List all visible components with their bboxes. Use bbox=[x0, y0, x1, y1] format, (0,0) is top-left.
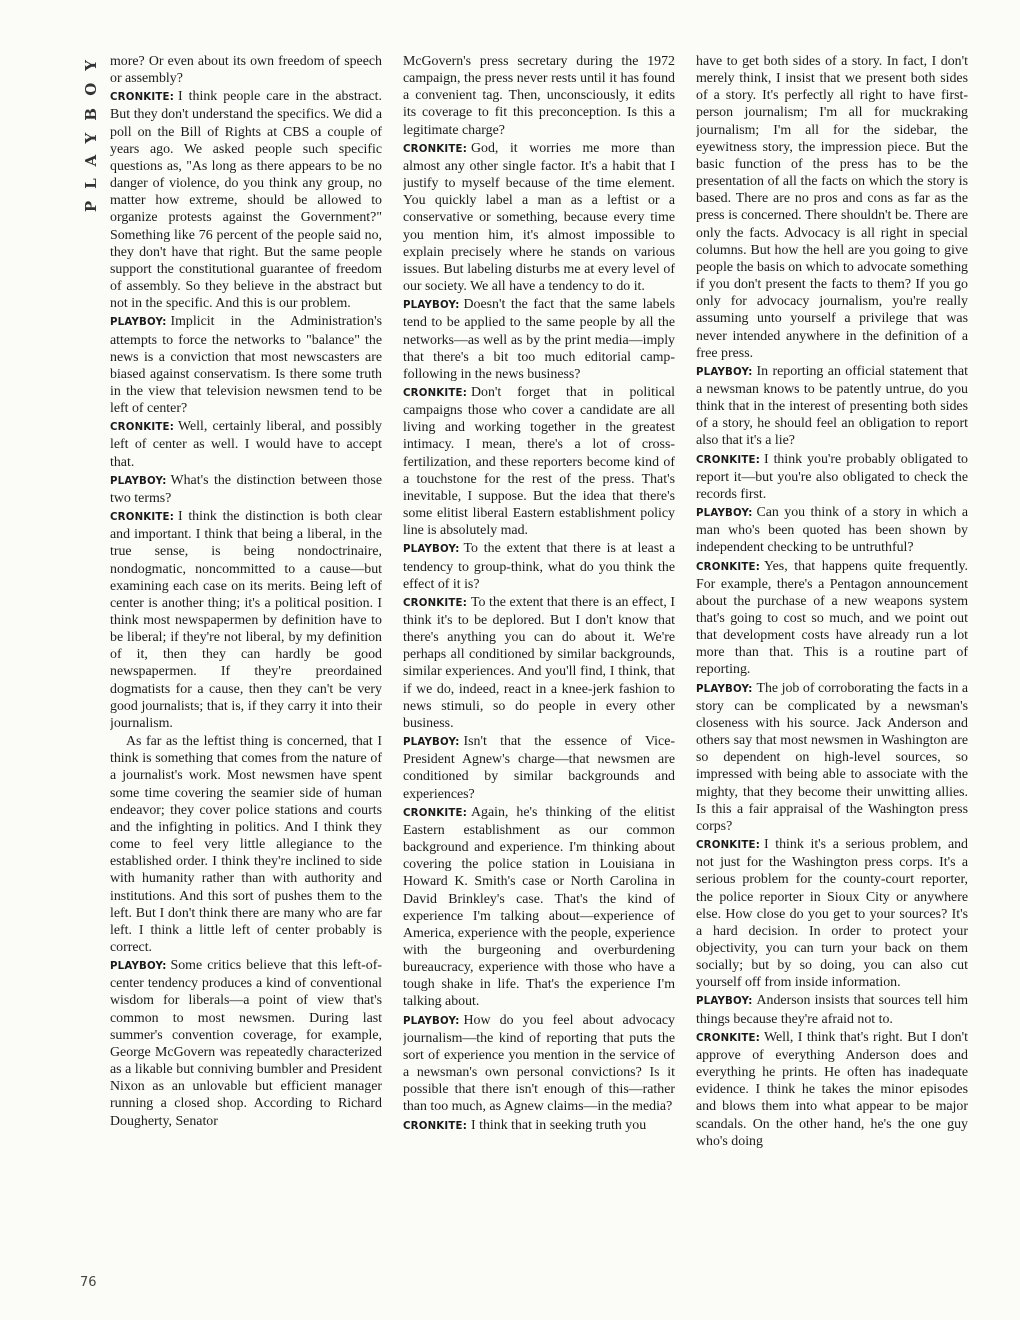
paragraph-text: To the extent that there is at least a tendency to group-think, what do you think the effect of it is? bbox=[403, 541, 675, 592]
paragraph bbox=[110, 53, 382, 87]
paragraph-text: Isn't that the essence of Vice-President Agnew's charge—that newsmen are conditioned by similar backgrounds and experiences? bbox=[403, 734, 675, 802]
text-column-2 bbox=[403, 53, 675, 1305]
paragraph bbox=[403, 733, 675, 803]
speaker-label: CRONKITE: bbox=[110, 512, 174, 524]
paragraph bbox=[403, 53, 675, 139]
paragraph bbox=[696, 680, 968, 835]
paragraph bbox=[696, 53, 968, 362]
paragraph-text: Well, I think that's right. But I don't approve of everything Anderson does and everything he prints. He often has inadequate evidence. I think he takes the minor episodes and blows them into what appear to be major scandals. On the other hand, he's the one guy who's doing bbox=[696, 1029, 968, 1149]
paragraph-text: Don't forget that in political campaigns those who cover a candidate are all living and working together in the greatest intimacy. I mean, there's a lot of cross-fertilization, and these reporters become kind of a touchstone for the rest of the press. That's inevitable, I suppose. But the idea that there's some elitist liberal Eastern establishment policy line is absolutely mad. bbox=[403, 384, 675, 539]
magazine-label: PLAYBOY bbox=[82, 48, 100, 213]
speaker-label: PLAYBOY: bbox=[696, 366, 753, 378]
speaker-label: PLAYBOY: bbox=[110, 961, 167, 973]
paragraph-text: I think the distinction is both clear and important. I think that being a liberal, in the true sense, is being nondoctrinaire, nondogmatic, noncommitted to a cause—but examining each case on its merits. Being left of center is another thing; it's a political position. I think most newspapermen by definition have to be liberal; if they're not liberal, by my definition of it, then they can hardly be good newspapermen. If they're preordained dogmatists for a cause, then they can't be very good journalists; that is, if they carry it into their journalism. bbox=[110, 509, 382, 731]
speaker-label: PLAYBOY: bbox=[110, 317, 167, 329]
speaker-label: CRONKITE: bbox=[403, 807, 467, 819]
paragraph-text: I think you're probably obligated to report it—but you're also obligated to check the records first. bbox=[696, 451, 968, 502]
paragraph-text: have to get both sides of a story. In fact, I don't merely think, I insist that we present both sides of a story. It's perfectly all right to have first-person journalism; I'm all for muckraking journalism; I'm all for the sidebar, the eyewitness story, the impression piece. But the basic function of the press has to be the presentation of all the facts on which the story is based. There are no pros and cons as far as the press is concerned. There shouldn't be. There are only the facts. Advocacy is all right in special columns. But how the hell are you going to give people the basis on which to advocate something if you don't present the facts to them? If you go only for advocacy journalism, you're really assuming unto yourself a privilege that was never intended anywhere in the definition of a free press. bbox=[696, 54, 968, 361]
speaker-label: CRONKITE: bbox=[403, 597, 467, 609]
paragraph-text: I think that in seeking truth you bbox=[470, 1117, 647, 1133]
paragraph-text: Can you think of a story in which a man who's been quoted has been shown by independent checking to be untruthful? bbox=[696, 505, 968, 556]
paragraph-text: I think it's a serious problem, and not just for the Washington press corps. It's a serious problem for the county-court reporter, the police reporter in Sioux City or anywhere else. How close do you get to your sources? It's a hard decision. In order to protect your objectivity, you can turn your back on them socially; but by so doing, you can also cut yourself off from inside information. bbox=[696, 837, 968, 991]
speaker-label: PLAYBOY: bbox=[696, 508, 753, 520]
speaker-label: CRONKITE: bbox=[110, 422, 174, 434]
speaker-label: PLAYBOY: bbox=[403, 737, 460, 749]
paragraph-text: Doesn't the fact that the same labels tend to be applied to the same people by all the networks—as well as by the print media—imply that there's a bit too much editorial camp-following in the news business? bbox=[403, 297, 675, 382]
page-number: 76 bbox=[80, 1275, 97, 1290]
paragraph bbox=[403, 296, 675, 383]
speaker-label: CRONKITE: bbox=[696, 561, 760, 573]
speaker-label: PLAYBOY: bbox=[403, 300, 460, 312]
text-column-3 bbox=[696, 53, 968, 1305]
speaker-label: PLAYBOY: bbox=[403, 1015, 460, 1027]
paragraph bbox=[110, 88, 382, 312]
paragraph bbox=[696, 504, 968, 556]
paragraph bbox=[696, 363, 968, 450]
paragraph-text: Well, certainly liberal, and possibly left of center as well. I would have to accept that. bbox=[110, 419, 382, 470]
paragraph-text: Some critics believe that this left-of-center tendency produces a kind of conventional wisdom for liberals—a point of view that's common to most newsmen. During last summer's convention coverage, for example, George McGovern was repeatedly characterized as a likable but conniving bumbler and President Nixon as an unlovable but efficient manager running a closed shop. According to Richard Dougherty, Senator bbox=[110, 958, 382, 1129]
paragraph-text: As far as the leftist thing is concerned, that I think is something that comes from the nature of a journalist's work. Most newsmen have spent some time covering the seamier side of human endeavor; they cover police stations and courts and the infighting in politics. And I think they come to feel very little allegiance to the established order. I think they're inclined to side with humanity rather than with authority and institutions. And this sort of pushes them to the left. But I don't think there are many who are far left. I think a little left of center probably is correct. bbox=[110, 734, 382, 955]
paragraph-text: Anderson insists that sources tell him things because they're afraid not to. bbox=[696, 993, 968, 1027]
speaker-label: CRONKITE: bbox=[696, 454, 760, 466]
paragraph bbox=[110, 472, 382, 507]
speaker-label: CRONKITE: bbox=[403, 387, 467, 399]
paragraph bbox=[696, 558, 968, 679]
paragraph-text: I think people care in the abstract. But they don't understand the specifics. We did a poll on the Bill of Rights at CBS a couple of years ago. We asked people such specific questions as, "As long as there appears to be no danger of violence, do you think any group, no matter how extreme, should be allowed to organize protests against the Government?" Something like 76 percent of the people said no, they don't have that right. But the same people support the constitutional guarantee of freedom of assembly. So they believe in the abstract but not in the specific. And this is our problem. bbox=[110, 89, 382, 312]
speaker-label: CRONKITE: bbox=[110, 92, 174, 104]
paragraph bbox=[696, 992, 968, 1027]
paragraph-text: In reporting an official statement that a newsman knows to be patently untrue, do you think that in the interest of presenting both sides of a story, he should feel an obligation to report also that it's a lie? bbox=[696, 363, 968, 449]
paragraph-text: God, it worries me more than almost any other single factor. It's a habit that I justify to myself because of the time element. You quickly label a man as a leftist or a conservative or something, because every time you mention him, it's almost impossible to explain precisely where he stands on various issues. But labeling disturbs me at every level of our society. We all have a tendency to do it. bbox=[403, 140, 675, 295]
paragraph bbox=[110, 957, 382, 1130]
paragraph bbox=[110, 508, 382, 732]
paragraph-text: How do you feel about advocacy journalism—the kind of reporting that puts the sort of experience you mention in the service of a newsman's own personal convictions? Is it possible that there isn't enough of this—rather than too much, as Agnew claims—in the media? bbox=[403, 1012, 675, 1115]
paragraph-text: more? Or even about its own freedom of speech or assembly? bbox=[110, 54, 382, 87]
paragraph bbox=[110, 313, 382, 417]
paragraph bbox=[403, 804, 675, 1011]
speaker-label: CRONKITE: bbox=[403, 1120, 467, 1132]
speaker-label: CRONKITE: bbox=[403, 143, 467, 155]
paragraph-text: Implicit in the Administration's attempts to force the networks to "balance" the news is a conviction that most newscasters are biased against conservatism. Is there some truth in the view that television newsmen tend to be left of center? bbox=[110, 314, 382, 417]
speaker-label: PLAYBOY: bbox=[696, 996, 753, 1008]
paragraph bbox=[110, 418, 382, 470]
speaker-label: PLAYBOY: bbox=[696, 683, 753, 695]
speaker-label: CRONKITE: bbox=[696, 1032, 760, 1044]
speaker-label: PLAYBOY: bbox=[403, 544, 460, 556]
paragraph bbox=[696, 451, 968, 503]
paragraph bbox=[696, 836, 968, 991]
paragraph bbox=[403, 594, 675, 732]
paragraph bbox=[403, 540, 675, 592]
paragraph bbox=[403, 140, 675, 295]
paragraph bbox=[403, 384, 675, 539]
speaker-label: PLAYBOY: bbox=[110, 475, 167, 487]
paragraph-text: Again, he's thinking of the elitist Eastern establishment as our common background and experience. I'm thinking about covering the police station in Louisiana in Howard K. Smith's case or North Carolina in David Brinkley's case. That's the kind of experience I'm talking about—experience of America, experience with the people, experience with the burgeoning and overburdening bureaucracy, experience with those who have a tough shake in life. That's the experience I'm talking about. bbox=[403, 804, 675, 1010]
paragraph-text: Yes, that happens quite frequently. For example, there's a Pentagon announcement about the purchase of a new weapons system that's going to cost so much, and we point out that development costs have already run a lot more than that. This is a routine part of reporting. bbox=[696, 558, 968, 678]
paragraph-text: To the extent that there is an effect, I think it's to be deplored. But I don't know that there's anything you can do about it. We're perhaps all conditioned by similar backgrounds, similar experiences. And you'll find, I think, that if we do, indeed, react in a knee-jerk fashion to news stimuli, so do people in every other business. bbox=[403, 594, 675, 731]
paragraph-text: The job of corroborating the facts in a story can be complicated by a newsman's closeness with his source. Jack Anderson and others say that most newsmen in Washington are so dependent on high-level sources, so impressed with being able to associate with the mighty, that they become their unwitting allies. Is this a fair appraisal of the Washington press corps? bbox=[696, 680, 968, 834]
paragraph-text: What's the distinction between those two terms? bbox=[110, 472, 382, 506]
text-column-1 bbox=[110, 53, 382, 1305]
paragraph bbox=[696, 1029, 968, 1150]
paragraph-text: McGovern's press secretary during the 1972 campaign, the press never rests until it has found a convenient tag. Then, unconsciously, it edits its coverage to fit this preconception. Is this a legitimate charge? bbox=[403, 54, 675, 138]
paragraph bbox=[110, 733, 382, 956]
paragraph bbox=[403, 1117, 675, 1135]
paragraph bbox=[403, 1012, 675, 1116]
speaker-label: CRONKITE: bbox=[696, 840, 760, 852]
